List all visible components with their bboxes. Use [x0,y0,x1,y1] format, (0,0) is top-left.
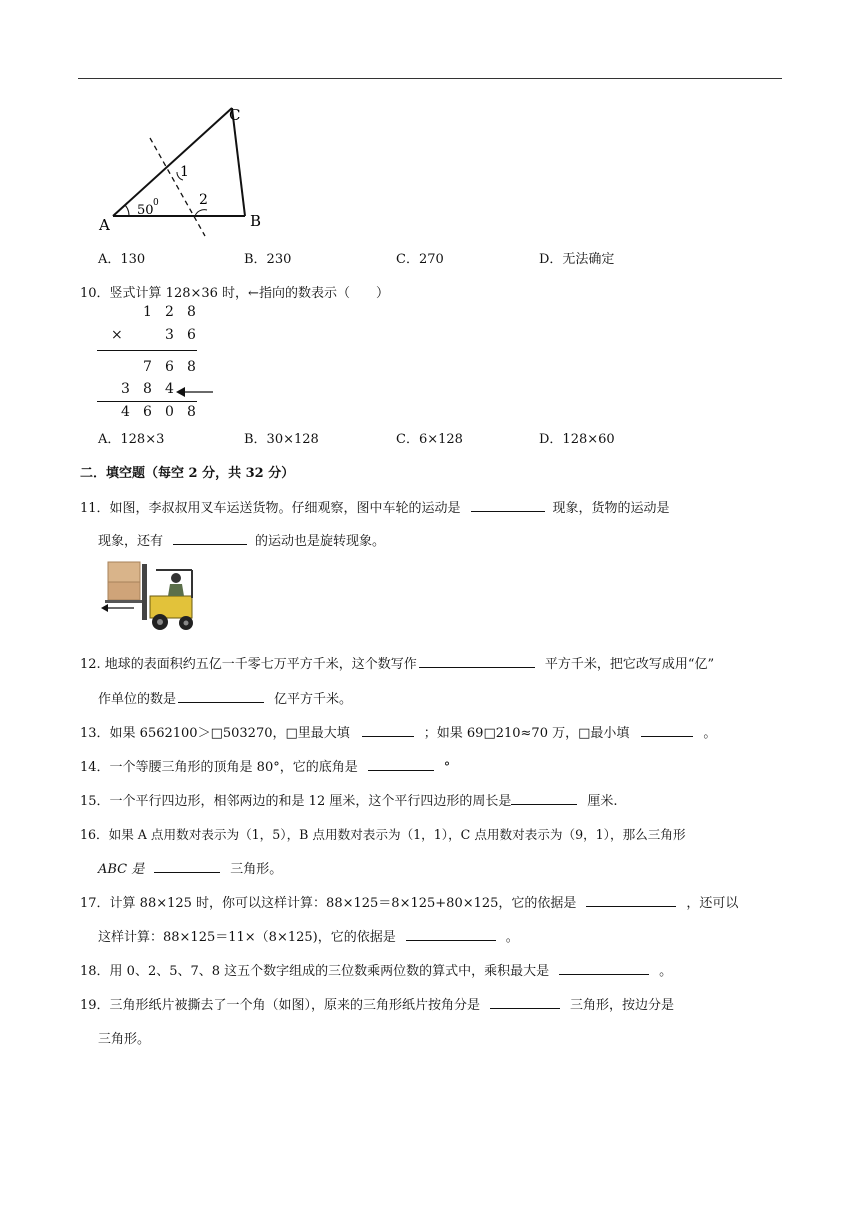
q16-text: ABC 是 [98,862,145,877]
calc-digit: 8 [187,359,196,375]
q16-text: 三角形。 [230,862,283,877]
q11-text: 现象，还有 [98,534,164,549]
q13-line [80,722,716,741]
q15-line [80,790,618,809]
calc-digit: 6 [187,327,196,343]
triangle-figure [95,100,285,240]
angle-2-label: 2 [199,192,208,208]
q11-text: 现象，货物的运动是 [552,501,670,516]
answer-blank[interactable] [406,928,496,941]
header-rule [78,78,782,79]
q17-text: 17．计算 88×125 时，你可以这样计算：88×125＝8×125+80×125，它的依据是 [80,896,577,911]
q14-text: 14．一个等腰三角形的顶角是 80°，它的底角是 [80,760,358,775]
dashed-cut-line [150,138,205,236]
driver-head [171,573,181,583]
vertex-b-label: B [250,212,262,230]
q14-text: ° [443,760,451,775]
q11-line1 [80,497,670,516]
q14-line [80,756,450,775]
answer-blank[interactable] [362,724,414,737]
q12-text: 平方千米，把它改写成用“亿” [544,657,715,672]
q18-line [80,960,672,979]
driver-body [168,584,184,596]
answer-blank[interactable] [178,690,264,703]
answer-blank[interactable] [511,792,577,805]
q10-option-b: B．30×128 [244,432,319,447]
calc-digit: 4 [121,404,130,420]
calc-digit: 4 [165,381,174,397]
q11-text: 11．如图，李叔叔用叉车运送货物。仔细观察，图中车轮的运动是 [80,501,461,516]
calc-digit: 7 [143,359,152,375]
calc-digit: 8 [143,381,152,397]
q9-option-b: B．230 [244,252,292,267]
calc-digit: 3 [121,381,130,397]
q19-text: 三角形，按边分是 [570,998,675,1013]
vertical-multiplication [95,304,220,422]
q17-text: ，还可以 [686,896,739,911]
q13-text: 13．如果 6562100＞□503270，□里最大填 [80,726,350,741]
answer-blank[interactable] [154,860,220,873]
angle-1-label: 1 [180,164,189,180]
forklift-illustration [100,560,200,634]
q17-line2 [98,926,519,945]
answer-blank[interactable] [559,962,649,975]
cargo-box [108,562,140,582]
calc-digit: 8 [187,404,196,420]
angle-a-value: 50 [137,203,154,218]
q19-line2: 三角形。 [98,1032,151,1047]
q10-option-a: A．128×3 [98,432,165,447]
q17-text: 这样计算：88×125＝11×（8×125)，它的依据是 [98,930,396,945]
times-sign: × [111,327,123,343]
mast [142,564,147,620]
q9-option-a: A．130 [98,252,146,267]
answer-blank[interactable] [641,724,693,737]
calc-digit: 6 [165,359,174,375]
q15-text: 15．一个平行四边形，相邻两边的和是 12 厘米，这个平行四边形的周长是 [80,794,512,809]
forklift-body [150,596,192,618]
vertex-a-label: A [99,216,110,234]
side-cb [232,108,245,216]
answer-blank[interactable] [173,532,247,545]
q19-text: 19．三角形纸片被撕去了一个角（如图），原来的三角形纸片按角分是 [80,998,481,1013]
q12-text: 12. 地球的表面积约五亿一千零七万平方千米，这个数写作 [80,657,417,672]
q18-text: 。 [659,964,673,979]
calc-digit: 2 [165,304,174,320]
q11-line2 [98,530,385,549]
q15-text: 厘米. [587,794,618,809]
section-heading: 二．填空题（每空 2 分，共 32 分） [80,466,295,481]
q10-option-c: C．6×128 [396,432,463,447]
calc-digit: 8 [187,304,196,320]
side-ac [113,108,232,216]
answer-blank[interactable] [471,499,545,512]
q9-option-d: D．无法确定 [539,252,615,267]
q12-text: 亿平方千米。 [274,692,353,707]
q11-text: 的运动也是旋转现象。 [255,534,386,549]
q10-option-d: D．128×60 [539,432,615,447]
q13-text: 。 [703,726,717,741]
answer-blank[interactable] [368,758,434,771]
vertex-c-label: C [229,106,241,124]
cargo-box [108,582,140,600]
calc-rule [97,350,197,351]
calc-digit: 3 [165,327,174,343]
calc-digit: 1 [143,304,152,320]
q17-line1 [80,892,738,911]
answer-blank[interactable] [419,655,535,668]
degree-mark: 0 [153,198,159,208]
q16-line2 [98,858,282,877]
answer-blank[interactable] [586,894,676,907]
calc-digit: 6 [143,404,152,420]
q12-line1 [80,653,714,672]
q12-text: 作单位的数是 [98,692,177,707]
q19-line1 [80,994,674,1013]
q17-text: 。 [505,930,519,945]
q13-text: ；如果 69□210≈70 万，□最小填 [423,726,630,741]
q9-option-c: C．270 [396,252,444,267]
q12-line2 [98,688,352,707]
q18-text: 18．用 0、2、5、7、8 这五个数字组成的三位数乘两位数的算式中，乘积最大是 [80,964,550,979]
q10-stem: 10．竖式计算 128×36 时，←指向的数表示（ ） [80,286,389,301]
answer-blank[interactable] [490,996,560,1009]
q16-line1: 16．如果 A 点用数对表示为（1，5），B 点用数对表示为（1，1），C 点用数对表示为（9，1），那么三角形 [80,827,686,842]
left-arrow-icon [175,386,215,398]
angle-a-arc [125,205,129,216]
calc-digit: 0 [165,404,174,420]
calc-rule [97,401,197,402]
